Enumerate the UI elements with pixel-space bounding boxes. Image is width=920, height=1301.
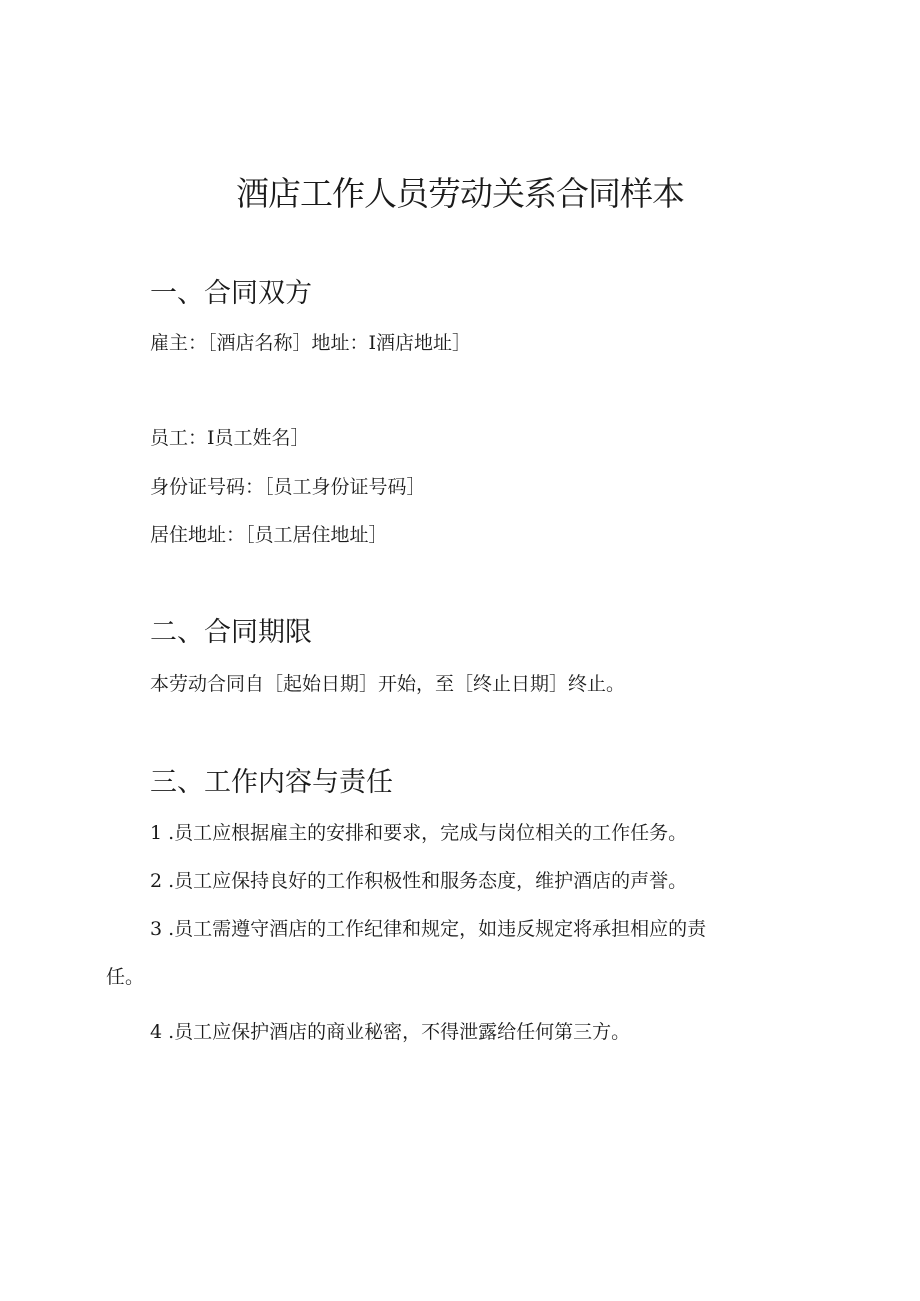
- section-heading-duties: 三、工作内容与责任: [150, 767, 393, 798]
- section-heading-term: 二、合同期限: [150, 617, 312, 648]
- duty-item-2: 2 .员工应保持良好的工作积极性和服务态度，维护酒店的声誉。: [150, 870, 688, 892]
- duty-item-3: 3 .员工需遵守酒店的工作纪律和规定，如违反规定将承担相应的责: [150, 918, 707, 940]
- employee-name-line: 员工：I员工姓名］: [150, 427, 310, 449]
- residence-address-line: 居住地址：［员工居住地址］: [150, 524, 388, 546]
- duty-item-1: 1 .员工应根据雇主的安排和要求，完成与岗位相关的工作任务。: [150, 822, 688, 844]
- section-heading-parties: 一、合同双方: [150, 278, 312, 309]
- document-title: 酒店工作人员劳动关系合同样本: [236, 174, 684, 213]
- contract-term-line: 本劳动合同自［起始日期］开始，至［终止日期］终止。: [150, 673, 626, 695]
- duty-item-3-continuation: 任。: [106, 966, 145, 988]
- id-number-line: 身份证号码：［员工身份证号码］: [150, 476, 426, 498]
- duty-item-4: 4 .员工应保护酒店的商业秘密，不得泄露给任何第三方。: [150, 1021, 631, 1043]
- employer-line: 雇主：［酒店名称］地址：I酒店地址］: [150, 332, 472, 354]
